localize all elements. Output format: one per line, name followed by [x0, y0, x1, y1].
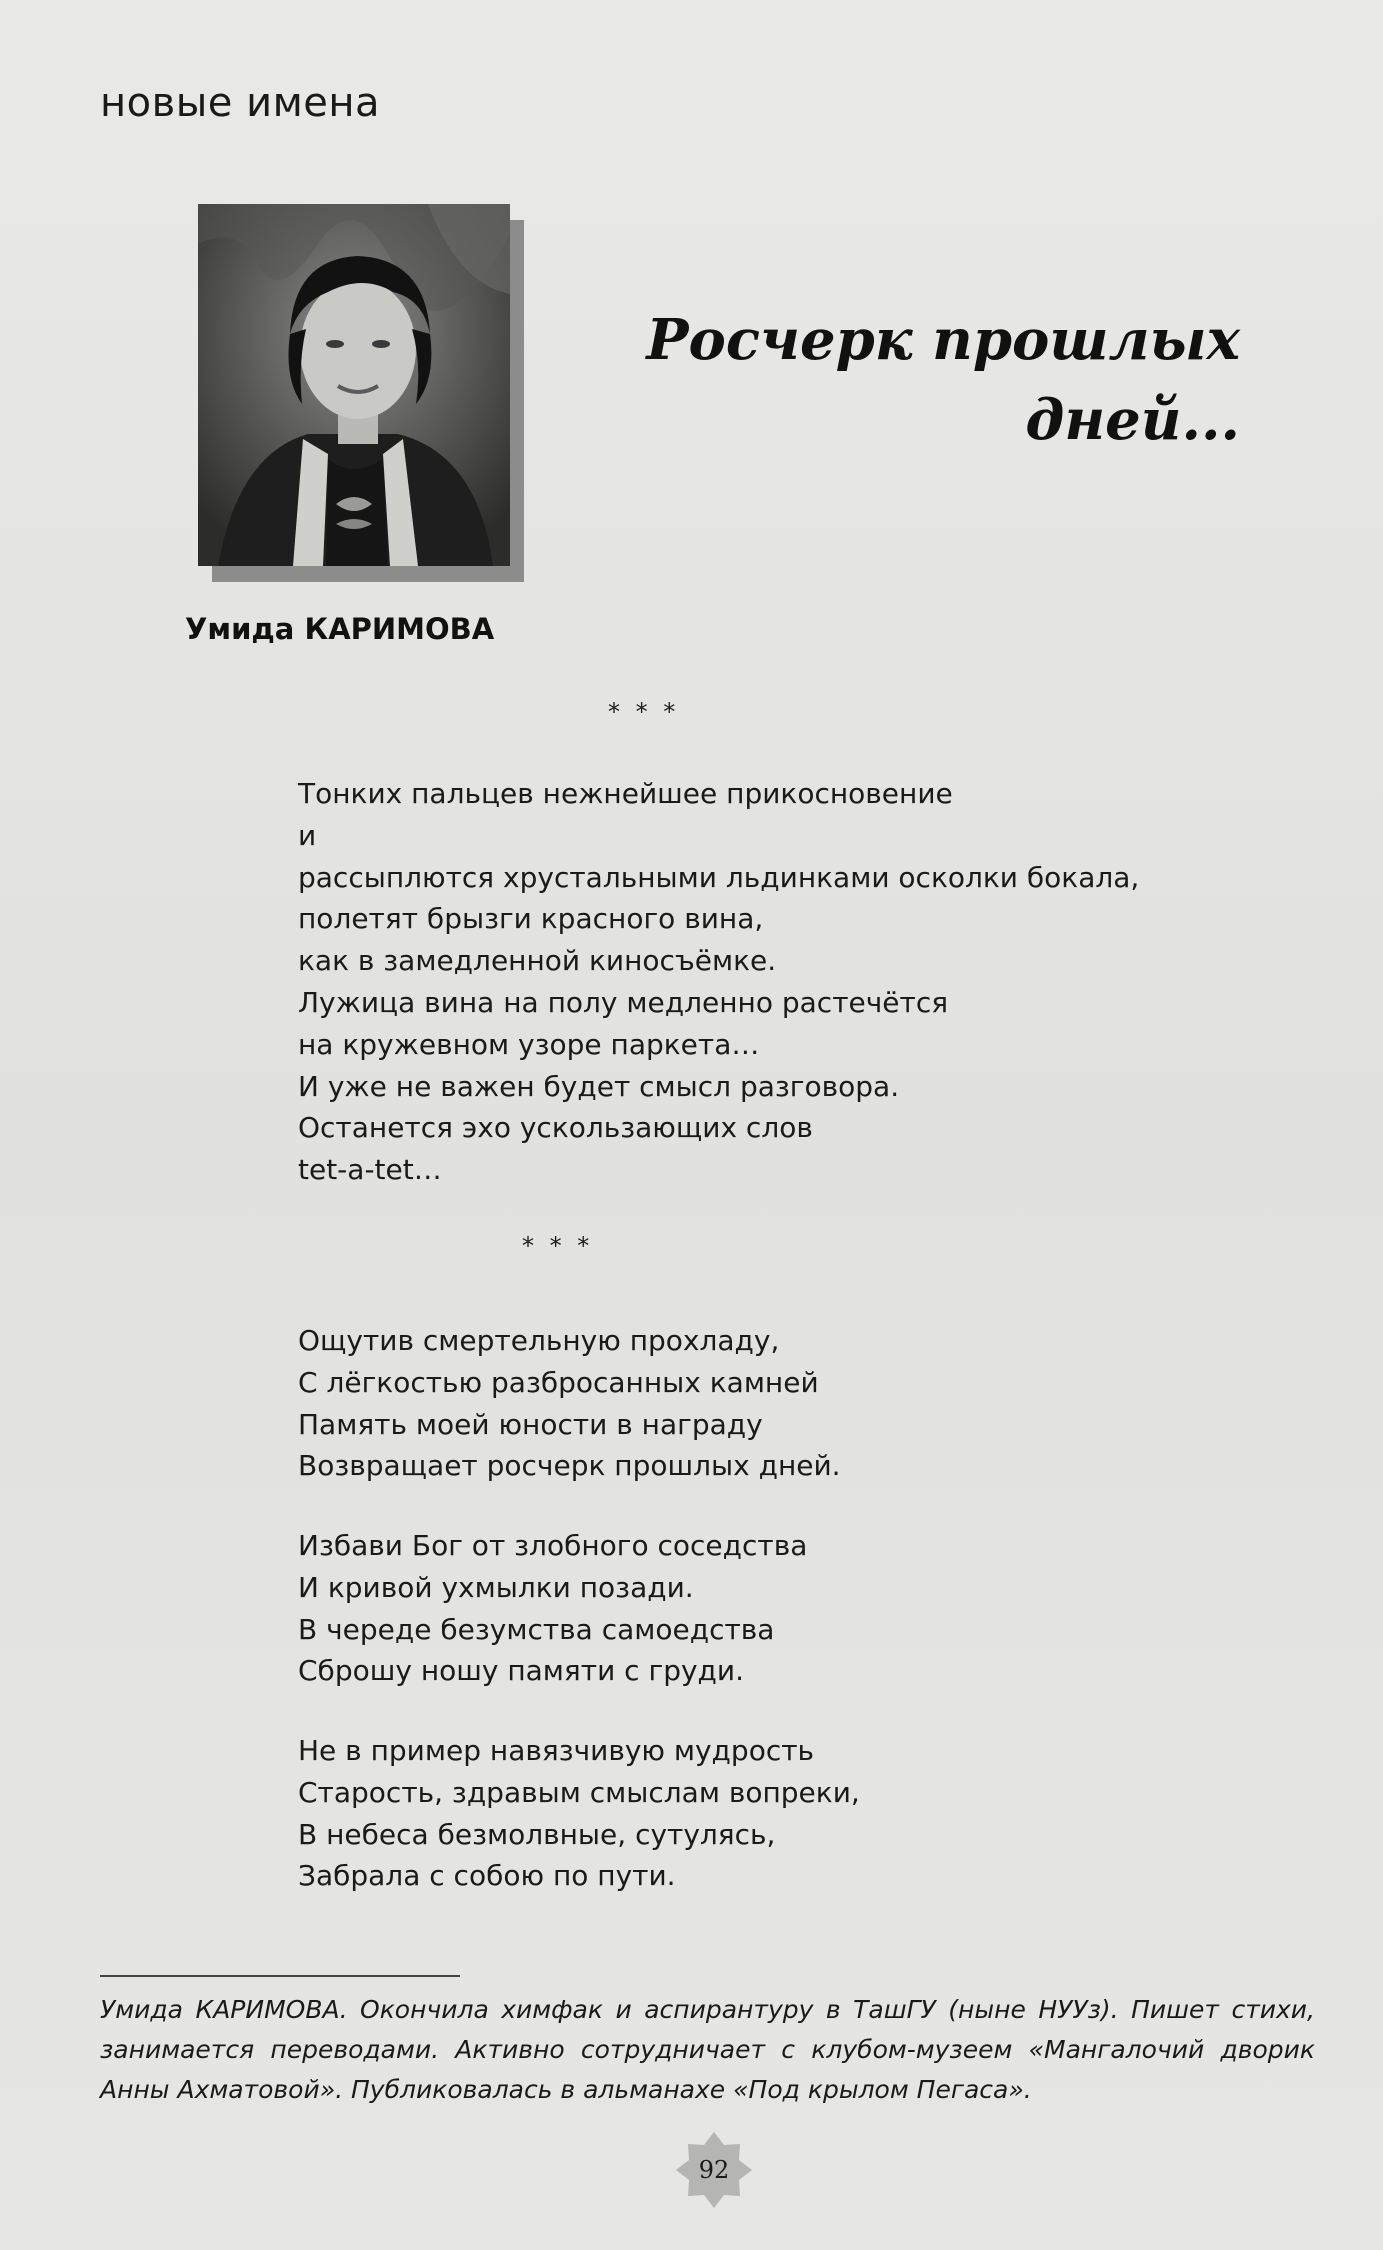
poem-line: Останется эхо ускользающих слов	[298, 1111, 813, 1145]
article-title-line2: дней...	[1025, 387, 1240, 453]
poem-line: В череде безумства самоедства	[298, 1612, 775, 1646]
footnote-divider	[100, 1975, 460, 1977]
poem-line: как в замедленной киносъёмке.	[298, 944, 777, 978]
page-number: 92	[698, 2156, 730, 2184]
article-title-line1: Росчерк прошлых	[646, 307, 1240, 373]
poem-line: Память моей юности в награду	[298, 1407, 763, 1441]
poem-line: Тонких пальцев нежнейшее прикосновение	[298, 777, 953, 810]
bio-text: Окончила химфак и аспирантуру в ТашГУ (ныне НУУз). Пишет стихи, занимается переводами. Активно сотрудничает с клубом-музеем «Мангалочий дворик Анны Ахматовой». Публиковалась в альманахе «Под крылом Пегаса».	[100, 1995, 1316, 2104]
poem-line: Старость, здравым смыслам вопреки,	[298, 1775, 860, 1809]
author-photo-frame	[198, 204, 510, 566]
poem-line: Лужица вина на полу медленно растечётся	[298, 985, 949, 1019]
page-number-badge	[674, 2130, 754, 2210]
poem-line: и	[298, 818, 317, 852]
author-bio	[100, 1990, 1315, 2110]
poem-separator: * * *	[608, 698, 680, 726]
poem-line: Возвращает росчерк прошлых дней.	[298, 1449, 841, 1483]
poem-line: И кривой ухмылки позади.	[298, 1570, 694, 1604]
poem-line: С лёгкостью разбросанных камней	[298, 1365, 819, 1399]
article-title	[560, 300, 1240, 460]
poem-line: И уже не важен будет смысл разговора.	[298, 1069, 900, 1103]
author-photo	[198, 204, 510, 566]
poem-2-stanza-1	[298, 1320, 841, 1487]
poem-line: полетят брызги красного вина,	[298, 902, 764, 936]
poem-2-stanza-2	[298, 1525, 807, 1692]
poem-1	[298, 773, 1139, 1191]
poem-line: Ощутив смертельную прохладу,	[298, 1324, 780, 1357]
author-first-name: Умида	[185, 612, 295, 646]
poem-line: Не в пример навязчивую мудрость	[298, 1734, 815, 1767]
poem-line: Избави Бог от злобного соседства	[298, 1529, 808, 1562]
poem-line: В небеса безмолвные, сутулясь,	[298, 1817, 776, 1851]
poem-line: tet-a-tet…	[298, 1153, 442, 1187]
bio-author-name: Умида КАРИМОВА.	[100, 1995, 348, 2024]
author-last-name: КАРИМОВА	[304, 612, 495, 646]
author-name	[185, 612, 494, 646]
author-photo-image	[198, 204, 510, 566]
poem-line: Сброшу ношу памяти с груди.	[298, 1654, 744, 1688]
poem-line: рассыплются хрустальными льдинками осколки бокала,	[298, 860, 1140, 894]
section-title: новые имена	[100, 80, 381, 126]
poem-2-stanza-3	[298, 1730, 860, 1897]
poem-separator: * * *	[522, 1232, 594, 1260]
poem-line: на кружевном узоре паркета…	[298, 1027, 760, 1061]
poem-line: Забрала с собою по пути.	[298, 1859, 676, 1893]
